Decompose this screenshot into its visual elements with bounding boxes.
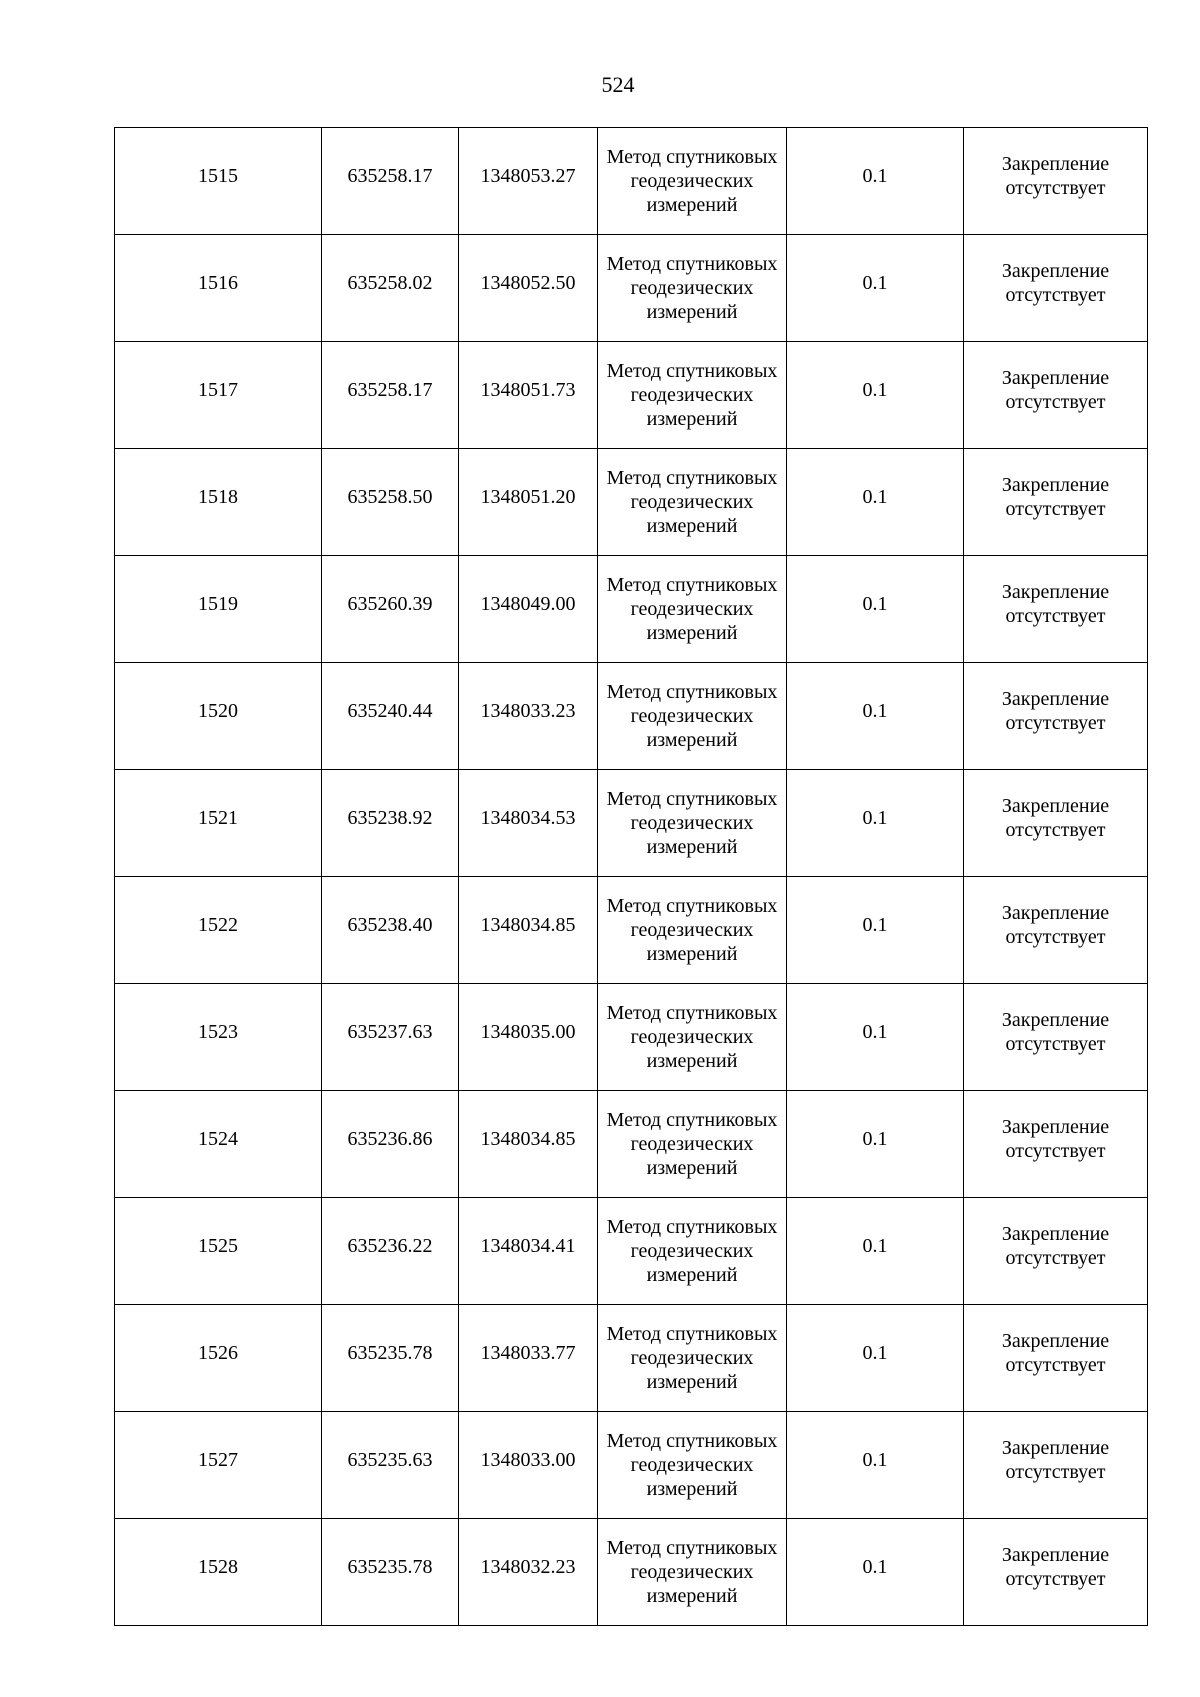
fixing-cell	[964, 984, 1148, 1091]
point-number-cell-text: 1517	[198, 379, 238, 401]
coordinates-table-body	[115, 128, 1148, 1626]
table-row	[115, 877, 1148, 984]
y-coordinate-cell	[459, 770, 598, 877]
point-number-cell	[115, 342, 322, 449]
point-number-cell-text: 1524	[198, 1128, 238, 1150]
x-coordinate-cell-text: 635235.78	[347, 1342, 433, 1364]
y-coordinate-cell-text: 1348051.20	[480, 486, 576, 508]
x-coordinate-cell	[322, 770, 459, 877]
x-coordinate-cell-text: 635258.17	[347, 165, 433, 187]
table-row	[115, 663, 1148, 770]
method-cell-text: Метод спутниковых геодезических измерений	[606, 1002, 778, 1072]
y-coordinate-cell	[459, 1412, 598, 1519]
fixing-cell-text: Закрепление отсутствует	[1001, 1223, 1110, 1269]
point-number-cell	[115, 663, 322, 770]
y-coordinate-cell-text: 1348035.00	[480, 1021, 576, 1043]
x-coordinate-cell-text: 635260.39	[347, 593, 433, 615]
y-coordinate-cell	[459, 235, 598, 342]
method-cell	[598, 1305, 787, 1412]
x-coordinate-cell-text: 635238.92	[347, 807, 433, 829]
method-cell	[598, 556, 787, 663]
fixing-cell	[964, 1519, 1148, 1626]
accuracy-cell-text: 0.1	[862, 700, 888, 722]
method-cell-text: Метод спутниковых геодезических измерений	[606, 1216, 778, 1286]
x-coordinate-cell-text: 635258.17	[347, 379, 433, 401]
point-number-cell-text: 1523	[198, 1021, 238, 1043]
x-coordinate-cell	[322, 877, 459, 984]
point-number-cell	[115, 449, 322, 556]
x-coordinate-cell	[322, 128, 459, 235]
x-coordinate-cell	[322, 984, 459, 1091]
fixing-cell-text: Закрепление отсутствует	[1001, 688, 1110, 734]
y-coordinate-cell-text: 1348034.53	[480, 807, 576, 829]
x-coordinate-cell-text: 635258.50	[347, 486, 433, 508]
point-number-cell	[115, 556, 322, 663]
y-coordinate-cell-text: 1348033.23	[480, 700, 576, 722]
x-coordinate-cell-text: 635240.44	[347, 700, 433, 722]
fixing-cell-text: Закрепление отсутствует	[1001, 1330, 1110, 1376]
table-row	[115, 128, 1148, 235]
y-coordinate-cell	[459, 556, 598, 663]
y-coordinate-cell	[459, 877, 598, 984]
fixing-cell-text: Закрепление отсутствует	[1001, 795, 1110, 841]
y-coordinate-cell-text: 1348033.00	[480, 1449, 576, 1471]
x-coordinate-cell	[322, 235, 459, 342]
accuracy-cell	[787, 1519, 964, 1626]
method-cell-text: Метод спутниковых геодезических измерений	[606, 1430, 778, 1500]
fixing-cell-text: Закрепление отсутствует	[1001, 474, 1110, 520]
y-coordinate-cell-text: 1348034.41	[480, 1235, 576, 1257]
table-row	[115, 984, 1148, 1091]
y-coordinate-cell	[459, 128, 598, 235]
y-coordinate-cell-text: 1348034.85	[480, 914, 576, 936]
x-coordinate-cell	[322, 1305, 459, 1412]
accuracy-cell	[787, 128, 964, 235]
fixing-cell-text: Закрепление отсутствует	[1001, 1116, 1110, 1162]
coordinates-table	[114, 127, 1148, 1626]
point-number-cell-text: 1515	[198, 165, 238, 187]
table-row	[115, 770, 1148, 877]
point-number-cell	[115, 1198, 322, 1305]
method-cell-text: Метод спутниковых геодезических измерений	[606, 146, 778, 216]
point-number-cell-text: 1528	[198, 1556, 238, 1578]
fixing-cell	[964, 556, 1148, 663]
y-coordinate-cell	[459, 1519, 598, 1626]
x-coordinate-cell-text: 635258.02	[347, 272, 433, 294]
table-row	[115, 1091, 1148, 1198]
method-cell-text: Метод спутниковых геодезических измерений	[606, 253, 778, 323]
y-coordinate-cell-text: 1348053.27	[480, 165, 576, 187]
point-number-cell	[115, 877, 322, 984]
accuracy-cell-text: 0.1	[862, 807, 888, 829]
fixing-cell	[964, 1091, 1148, 1198]
point-number-cell-text: 1522	[198, 914, 238, 936]
y-coordinate-cell	[459, 663, 598, 770]
fixing-cell	[964, 1305, 1148, 1412]
accuracy-cell	[787, 1305, 964, 1412]
table-row	[115, 1198, 1148, 1305]
point-number-cell	[115, 984, 322, 1091]
method-cell	[598, 1091, 787, 1198]
method-cell-text: Метод спутниковых геодезических измерений	[606, 681, 778, 751]
accuracy-cell-text: 0.1	[862, 1449, 888, 1471]
fixing-cell	[964, 770, 1148, 877]
y-coordinate-cell	[459, 1091, 598, 1198]
point-number-cell-text: 1519	[198, 593, 238, 615]
accuracy-cell-text: 0.1	[862, 1556, 888, 1578]
method-cell-text: Метод спутниковых геодезических измерений	[606, 788, 778, 858]
accuracy-cell-text: 0.1	[862, 165, 888, 187]
table-row	[115, 556, 1148, 663]
y-coordinate-cell	[459, 984, 598, 1091]
fixing-cell	[964, 1198, 1148, 1305]
method-cell	[598, 770, 787, 877]
accuracy-cell-text: 0.1	[862, 1021, 888, 1043]
method-cell	[598, 449, 787, 556]
y-coordinate-cell	[459, 342, 598, 449]
y-coordinate-cell-text: 1348049.00	[480, 593, 576, 615]
point-number-cell-text: 1527	[198, 1449, 238, 1471]
point-number-cell-text: 1516	[198, 272, 238, 294]
fixing-cell-text: Закрепление отсутствует	[1001, 260, 1110, 306]
accuracy-cell	[787, 1412, 964, 1519]
point-number-cell	[115, 1412, 322, 1519]
point-number-cell-text: 1525	[198, 1235, 238, 1257]
accuracy-cell-text: 0.1	[862, 914, 888, 936]
x-coordinate-cell-text: 635236.86	[347, 1128, 433, 1150]
x-coordinate-cell-text: 635238.40	[347, 914, 433, 936]
method-cell-text: Метод спутниковых геодезических измерений	[606, 1109, 778, 1179]
y-coordinate-cell-text: 1348034.85	[480, 1128, 576, 1150]
accuracy-cell-text: 0.1	[862, 1128, 888, 1150]
y-coordinate-cell-text: 1348052.50	[480, 272, 576, 294]
x-coordinate-cell	[322, 449, 459, 556]
point-number-cell	[115, 235, 322, 342]
method-cell	[598, 342, 787, 449]
x-coordinate-cell	[322, 663, 459, 770]
fixing-cell-text: Закрепление отсутствует	[1001, 1437, 1110, 1483]
fixing-cell	[964, 663, 1148, 770]
y-coordinate-cell-text: 1348051.73	[480, 379, 576, 401]
table-row	[115, 1412, 1148, 1519]
point-number-cell-text: 1520	[198, 700, 238, 722]
table-row	[115, 235, 1148, 342]
accuracy-cell-text: 0.1	[862, 379, 888, 401]
x-coordinate-cell	[322, 1198, 459, 1305]
method-cell	[598, 128, 787, 235]
accuracy-cell	[787, 449, 964, 556]
accuracy-cell-text: 0.1	[862, 1342, 888, 1364]
fixing-cell-text: Закрепление отсутствует	[1001, 902, 1110, 948]
fixing-cell-text: Закрепление отсутствует	[1001, 581, 1110, 627]
fixing-cell	[964, 877, 1148, 984]
x-coordinate-cell	[322, 1091, 459, 1198]
x-coordinate-cell	[322, 556, 459, 663]
point-number-cell	[115, 1305, 322, 1412]
y-coordinate-cell-text: 1348032.23	[480, 1556, 576, 1578]
method-cell-text: Метод спутниковых геодезических измерений	[606, 574, 778, 644]
point-number-cell-text: 1526	[198, 1342, 238, 1364]
fixing-cell-text: Закрепление отсутствует	[1001, 1544, 1110, 1590]
point-number-cell	[115, 128, 322, 235]
x-coordinate-cell-text: 635235.63	[347, 1449, 433, 1471]
accuracy-cell	[787, 342, 964, 449]
method-cell	[598, 1519, 787, 1626]
accuracy-cell	[787, 984, 964, 1091]
fixing-cell	[964, 235, 1148, 342]
accuracy-cell	[787, 663, 964, 770]
accuracy-cell	[787, 556, 964, 663]
table-row	[115, 1519, 1148, 1626]
x-coordinate-cell-text: 635235.78	[347, 1556, 433, 1578]
accuracy-cell	[787, 1091, 964, 1198]
method-cell	[598, 1198, 787, 1305]
table-row	[115, 449, 1148, 556]
method-cell-text: Метод спутниковых геодезических измерений	[606, 467, 778, 537]
x-coordinate-cell-text: 635237.63	[347, 1021, 433, 1043]
x-coordinate-cell-text: 635236.22	[347, 1235, 433, 1257]
method-cell	[598, 235, 787, 342]
table-row	[115, 342, 1148, 449]
method-cell-text: Метод спутниковых геодезических измерений	[606, 1323, 778, 1393]
fixing-cell	[964, 342, 1148, 449]
accuracy-cell	[787, 877, 964, 984]
y-coordinate-cell-text: 1348033.77	[480, 1342, 576, 1364]
method-cell-text: Метод спутниковых геодезических измерений	[606, 360, 778, 430]
fixing-cell-text: Закрепление отсутствует	[1001, 367, 1110, 413]
fixing-cell	[964, 1412, 1148, 1519]
point-number-cell	[115, 1091, 322, 1198]
accuracy-cell	[787, 1198, 964, 1305]
point-number-cell-text: 1518	[198, 486, 238, 508]
method-cell	[598, 877, 787, 984]
x-coordinate-cell	[322, 1519, 459, 1626]
accuracy-cell-text: 0.1	[862, 272, 888, 294]
fixing-cell-text: Закрепление отсутствует	[1001, 153, 1110, 199]
x-coordinate-cell	[322, 1412, 459, 1519]
method-cell	[598, 984, 787, 1091]
method-cell	[598, 1412, 787, 1519]
accuracy-cell	[787, 770, 964, 877]
table-row	[115, 1305, 1148, 1412]
method-cell-text: Метод спутниковых геодезических измерений	[606, 1537, 778, 1607]
point-number-cell	[115, 1519, 322, 1626]
point-number-cell-text: 1521	[198, 807, 238, 829]
method-cell	[598, 663, 787, 770]
fixing-cell	[964, 128, 1148, 235]
page-number: 524	[601, 72, 635, 97]
accuracy-cell-text: 0.1	[862, 486, 888, 508]
fixing-cell-text: Закрепление отсутствует	[1001, 1009, 1110, 1055]
x-coordinate-cell	[322, 342, 459, 449]
y-coordinate-cell	[459, 449, 598, 556]
point-number-cell	[115, 770, 322, 877]
fixing-cell	[964, 449, 1148, 556]
method-cell-text: Метод спутниковых геодезических измерений	[606, 895, 778, 965]
y-coordinate-cell	[459, 1198, 598, 1305]
accuracy-cell	[787, 235, 964, 342]
y-coordinate-cell	[459, 1305, 598, 1412]
accuracy-cell-text: 0.1	[862, 1235, 888, 1257]
accuracy-cell-text: 0.1	[862, 593, 888, 615]
